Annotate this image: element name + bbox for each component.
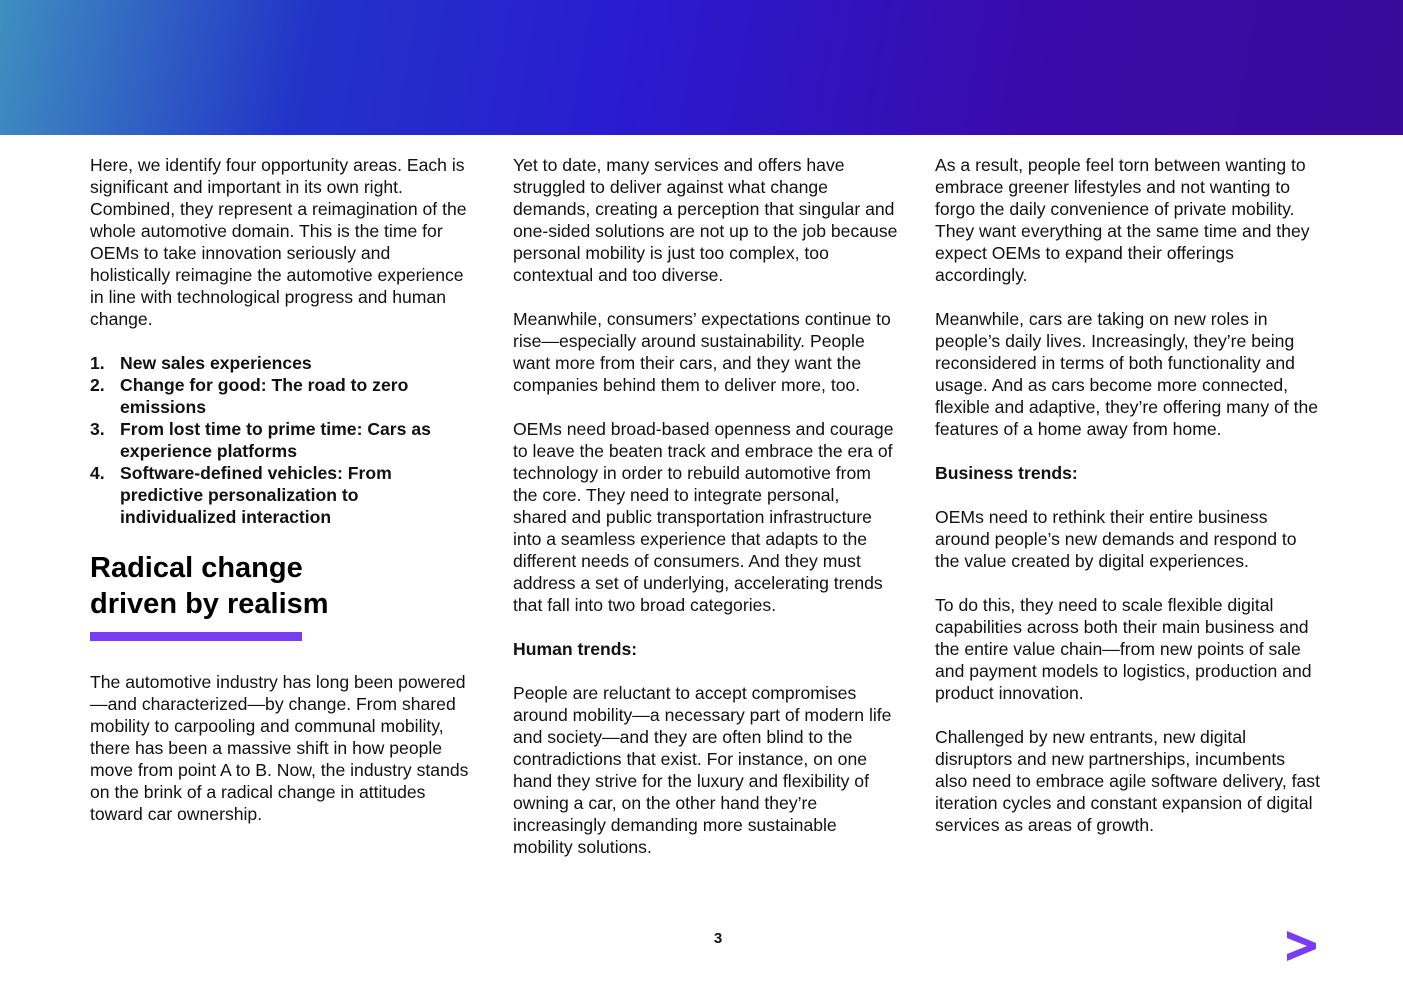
- list-text: From lost time to prime time: Cars as experience platforms: [120, 419, 431, 461]
- list-number: 1.: [90, 353, 105, 373]
- column-right: [935, 154, 1320, 858]
- heading-underline: [90, 632, 302, 641]
- paragraph: OEMs need broad-based openness and courage to leave the beaten track and embrace the era of technology in order to rebuild automotive from the core. They need to integrate personal, shared and public transportation infrastructure into a seamless experience that adapts to the different needs of consumers. And they must address a set of underlying, accelerating trends that fall into two broad categories.: [513, 419, 894, 615]
- page-number: 3: [713, 930, 723, 947]
- section-heading: [90, 550, 470, 622]
- section-heading-line2: driven by realism: [90, 588, 329, 620]
- paragraph: People are reluctant to accept compromises around mobility—a necessary part of modern life and society—and they are often blind to the contradictions that exist. For instance, on one hand they strive for the luxury and flexibility of owning a car, on the other hand they’re increasingly demanding more sustainable mobility solutions.: [513, 683, 892, 857]
- body-paragraph: The automotive industry has long been powered—and characterized—by change. From shared mobility to carpooling and communal mobility, there has been a massive shift in how people move from point A to B. Now, the industry stands on the brink of a radical change in attitudes toward car ownership.: [90, 672, 469, 824]
- list-text: Change for good: The road to zero emissions: [120, 375, 409, 417]
- list-item: [90, 352, 470, 374]
- paragraph: Meanwhile, cars are taking on new roles in people’s daily lives. Increasingly, they’re being reconsidered in terms of both functionality and usage. And as cars become more connected, flexible and adaptive, they’re offering many of the features of a home away from home.: [935, 309, 1319, 439]
- list-number: 2.: [90, 375, 105, 395]
- paragraph: Meanwhile, consumers’ expectations continue to rise—especially around sustainability. People want more from their cars, and they want the companies behind them to deliver more, too.: [513, 309, 891, 395]
- list-item: [90, 462, 470, 528]
- paragraph: Challenged by new entrants, new digital disruptors and new partnerships, incumbents also need to embrace agile software delivery, fast iteration cycles and constant expansion of digital services as areas of growth.: [935, 727, 1320, 835]
- accenture-chevron-icon: [1285, 930, 1317, 962]
- list-text: Software-defined vehicles: From predictive personalization to individualized interaction: [120, 463, 392, 527]
- list-number: 4.: [90, 463, 105, 483]
- column-left: [90, 154, 470, 847]
- list-item: [90, 418, 470, 462]
- paragraph: Yet to date, many services and offers have struggled to deliver against what change demands, creating a perception that singular and one-sided solutions are not up to the job because personal mobility is just too complex, too contextual and too diverse.: [513, 155, 898, 285]
- opportunity-list: [90, 352, 470, 528]
- paragraph: OEMs need to rethink their entire business around people’s new demands and respond to the value created by digital experiences.: [935, 507, 1297, 571]
- list-number: 3.: [90, 419, 105, 439]
- paragraph: As a result, people feel torn between wanting to embrace greener lifestyles and not wanting to forgo the daily convenience of private mobility. They want everything at the same time and they expect OEMs to expand their offerings accordingly.: [935, 155, 1310, 285]
- column-middle: [513, 154, 898, 880]
- intro-paragraph: Here, we identify four opportunity areas. Each is significant and important in its own right. Combined, they represent a reimagination of the whole automotive domain. This is the time for OEMs to take innovation seriously and holistically reimagine the automotive experience in line with technological progress and human change.: [90, 155, 467, 329]
- section-heading-line1: Radical change: [90, 552, 303, 584]
- list-item: [90, 374, 470, 418]
- human-trends-subheading: Human trends:: [513, 639, 638, 659]
- business-trends-subheading: Business trends:: [935, 463, 1078, 483]
- paragraph: To do this, they need to scale flexible digital capabilities across both their main business and the entire value chain—from new points of sale and payment models to logistics, production and product innovation.: [935, 595, 1312, 703]
- list-text: New sales experiences: [120, 353, 312, 373]
- header-banner: [0, 0, 1403, 135]
